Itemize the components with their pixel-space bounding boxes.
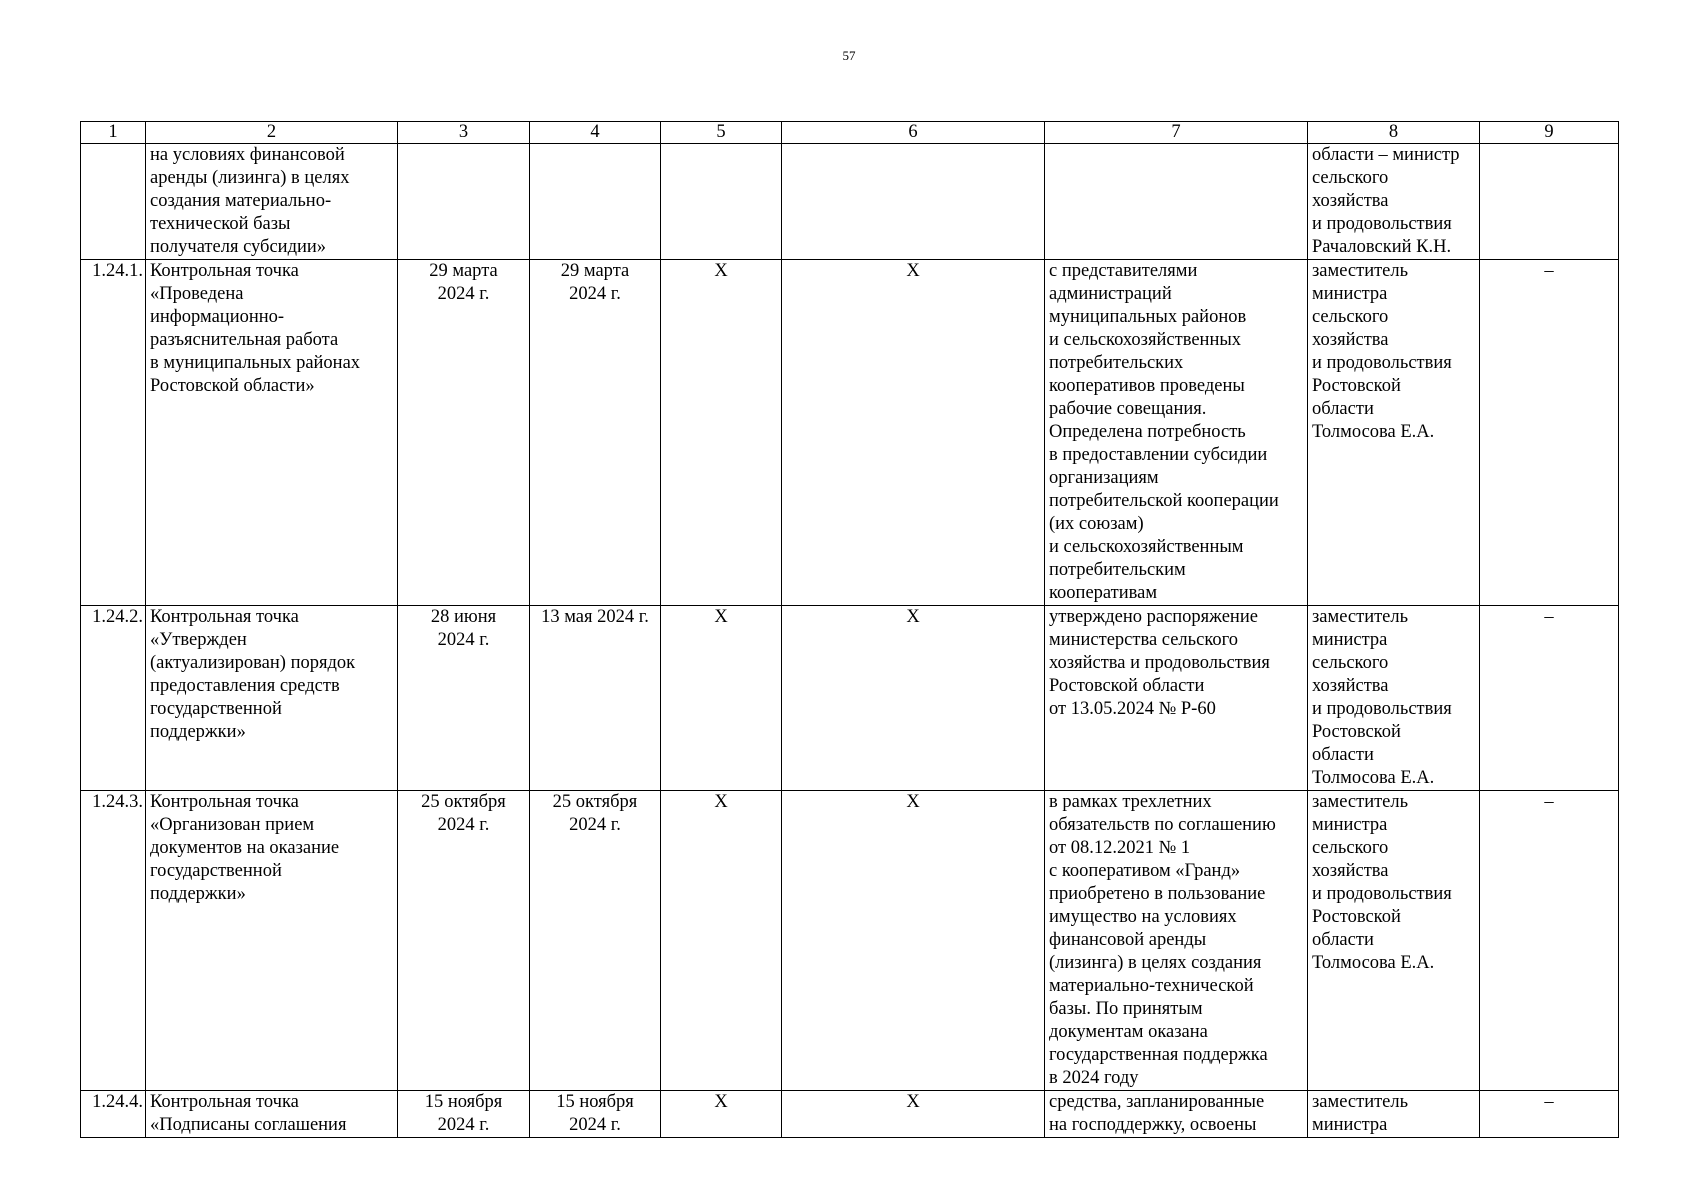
fact-date: 13 мая 2024 г. [530,606,661,791]
item-name: на условиях финансовой аренды (лизинга) в целях создания материально- технической базы получателя субсидии» [146,144,398,260]
responsible-person: заместитель министра сельского хозяйства и продовольствия Ростовской области Толмосова Е.А. [1308,260,1480,606]
column-5-value: X [661,1091,782,1138]
item-name: Контрольная точка «Организован прием документов на оказание государственной поддержки» [146,791,398,1091]
page-number: 57 [842,48,856,63]
table-header-row [81,122,1619,144]
column-5-value: X [661,606,782,791]
table-row [81,791,1619,1091]
plan-date: 15 ноября 2024 г. [398,1091,530,1138]
result-text: в рамках трехлетних обязательств по соглашению от 08.12.2021 № 1 с кооперативом «Гранд» приобретено в пользование имущество на условиях финансовой аренды (лизинга) в целях создания материально-технической базы. По принятым документам оказана государственная поддержка в 2024 году [1045,791,1308,1091]
item-number: 1.24.3. [81,791,146,1091]
column-header: 6 [782,122,1045,144]
responsible-person: области – министр сельского хозяйства и продовольствия Рачаловский К.Н. [1308,144,1480,260]
item-number [81,144,146,260]
responsible-person: заместитель министра [1308,1091,1480,1138]
result-text: средства, запланированные на господдержку, освоены [1045,1091,1308,1138]
result-text [1045,144,1308,260]
column-6-value: X [782,1091,1045,1138]
column-header: 9 [1480,122,1619,144]
result-text: с представителями администраций муниципальных районов и сельскохозяйственных потребительских кооперативов проведены рабочие совещания. Определена потребность в предоставлении субсидии организациям потребительской кооперации (их союзам) и сельскохозяйственным потребительским кооперативам [1045,260,1308,606]
column-header: 4 [530,122,661,144]
fact-date: 29 марта 2024 г. [530,260,661,606]
item-number: 1.24.1. [81,260,146,606]
result-text: утверждено распоряжение министерства сельского хозяйства и продовольствия Ростовской области от 13.05.2024 № Р-60 [1045,606,1308,791]
table-row [81,606,1619,791]
column-6-value [782,144,1045,260]
table-row [81,1091,1619,1138]
column-9-value: – [1480,1091,1619,1138]
responsible-person: заместитель министра сельского хозяйства и продовольствия Ростовской области Толмосова Е.А. [1308,606,1480,791]
column-9-value [1480,144,1619,260]
item-number: 1.24.4. [81,1091,146,1138]
plan-date [398,144,530,260]
column-5-value [661,144,782,260]
column-6-value: X [782,260,1045,606]
plan-date: 25 октября 2024 г. [398,791,530,1091]
column-header: 5 [661,122,782,144]
column-header: 3 [398,122,530,144]
column-header: 1 [81,122,146,144]
column-5-value: X [661,260,782,606]
responsible-person: заместитель министра сельского хозяйства и продовольствия Ростовской области Толмосова Е.А. [1308,791,1480,1091]
column-header: 7 [1045,122,1308,144]
table-row [81,260,1619,606]
report-table [80,121,1619,1138]
column-header: 2 [146,122,398,144]
column-6-value: X [782,606,1045,791]
item-name: Контрольная точка «Утвержден (актуализирован) порядок предоставления средств государственной поддержки» [146,606,398,791]
item-number: 1.24.2. [81,606,146,791]
table-row [81,144,1619,260]
column-9-value: – [1480,791,1619,1091]
item-name: Контрольная точка «Подписаны соглашения [146,1091,398,1138]
plan-date: 29 марта 2024 г. [398,260,530,606]
column-6-value: X [782,791,1045,1091]
fact-date: 25 октября 2024 г. [530,791,661,1091]
column-header: 8 [1308,122,1480,144]
column-5-value: X [661,791,782,1091]
fact-date: 15 ноября 2024 г. [530,1091,661,1138]
item-name: Контрольная точка «Проведена информационно- разъяснительная работа в муниципальных районах Ростовской области» [146,260,398,606]
plan-date: 28 июня 2024 г. [398,606,530,791]
fact-date [530,144,661,260]
column-9-value: – [1480,260,1619,606]
column-9-value: – [1480,606,1619,791]
